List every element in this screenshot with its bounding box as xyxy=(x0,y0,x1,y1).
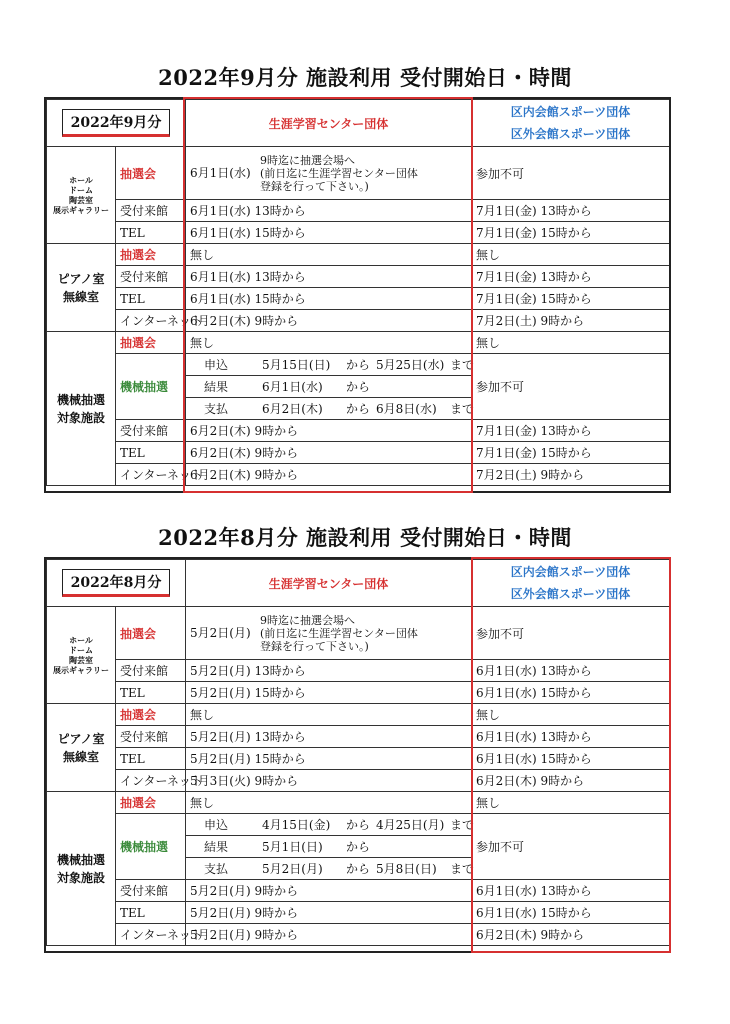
month-label: 2022年8月分 xyxy=(62,569,171,597)
cell-lottery-note: 6月1日(水) 9時迄に抽選会場へ (前日迄に生涯学習センター団体 登録を行って下さい。) xyxy=(186,147,472,200)
category-hall: ホール ドーム 陶芸室 展示ギャラリー xyxy=(47,607,116,704)
schedule-table-august: 2022年8月分 生涯学習センター団体 区内会館スポーツ団体 区外会館スポーツ団体 ホール ドーム 陶芸室 展示ギャラリー 抽選会 5月2日(月) 9時迄に抽選会場へ (前日迄に生涯学習センター団体 登録を行って下さい。) 参加不可 受付来館 5月2日(月) 13時から 6月1日(水) 13時から TEL 5月2日(月) 15時から 6月1日(水) 15時から ピアノ室 無線室 抽選会 無し 無し 受付来館 5月2日(月) 13時から 6月1日(水) 13時から TEL 5月2日(月) 15時から 6月1日(水) 15時から インターネット 5月3日(火) 9時から 6月2日(木) 9時から 機械抽選 対象施設 抽選会 無し 無し 機械抽選 申込 4月15日(金) から 4月25日(月) まで 参加不可 結果 5月1日(日) から 支払 5月2日(月) から 5月8日(日) まで 受付来館 5月2日(月) 9時から 6月1日(水) 13時から TEL 5月2日(月) 9時から 6月1日(水) 15時から インターネット 5月2日(月) 9時から 6月2日(木) 9時から xyxy=(44,557,671,948)
month-label: 2022年9月分 xyxy=(62,109,171,137)
category-hall: ホール ドーム 陶芸室 展示ギャラリー xyxy=(47,147,116,244)
category-machine-lottery: 機械抽選 対象施設 xyxy=(47,332,116,486)
cell-not-eligible: 参加不可 xyxy=(472,147,670,200)
header-lifelong-learning: 生涯学習センター団体 xyxy=(186,100,472,147)
header-ward-sports: 区内会館スポーツ団体 区外会館スポーツ団体 xyxy=(472,560,670,607)
header-ward-sports: 区内会館スポーツ団体 区外会館スポーツ団体 xyxy=(472,100,670,147)
category-machine-lottery: 機械抽選 対象施設 xyxy=(47,792,116,946)
schedule-table-september: 2022年9月分 生涯学習センター団体 区内会館スポーツ団体 区外会館スポーツ団体 ホール ドーム 陶芸室 展示ギャラリー 抽選会 6月1日(水) 9時迄に抽選会場へ (前日迄に生涯学習センター団体 登録を行って下さい。) 参加不可 受付来館 6月1日(水) 13時から 7月1日(金) 13時から TEL 6月1日(水) 15時から 7月1日(金) 15時から ピアノ室 無線室 抽選会 無し 無し 受付来館 6月1日(水) 13時から 7月1日(金) 13時から TEL 6月1日(水) 15時から 7月1日(金) 15時から インターネット 6月2日(木) 9時から 7月2日(土) 9時から 機械抽選 対象施設 抽選会 無し 無し 機械抽選 申込 5月15日(日) から 5月25日(水) まで 参加不可 結果 6月1日(水) から 支払 6月2日(木) から 6月8日(水) まで 受付来館 6月2日(木) 9時から 7月1日(金) 13時から TEL 6月2日(木) 9時から 7月1日(金) 15時から インターネット 6月2日(木) 9時から 7月2日(土) 9時から xyxy=(44,97,671,488)
cell-lottery-note: 5月2日(月) 9時迄に抽選会場へ (前日迄に生涯学習センター団体 登録を行って下さい。) xyxy=(186,607,472,660)
header-lifelong-learning: 生涯学習センター団体 xyxy=(186,560,472,607)
page-title-august: 2022年8月分 施設利用 受付開始日・時間 xyxy=(158,525,572,550)
category-piano: ピアノ室 無線室 xyxy=(47,704,116,792)
page-title-september: 2022年9月分 施設利用 受付開始日・時間 xyxy=(158,65,572,90)
row-label-machine-lottery: 機械抽選 xyxy=(116,354,186,420)
category-piano: ピアノ室 無線室 xyxy=(47,244,116,332)
row-label-lottery: 抽選会 xyxy=(116,147,186,200)
